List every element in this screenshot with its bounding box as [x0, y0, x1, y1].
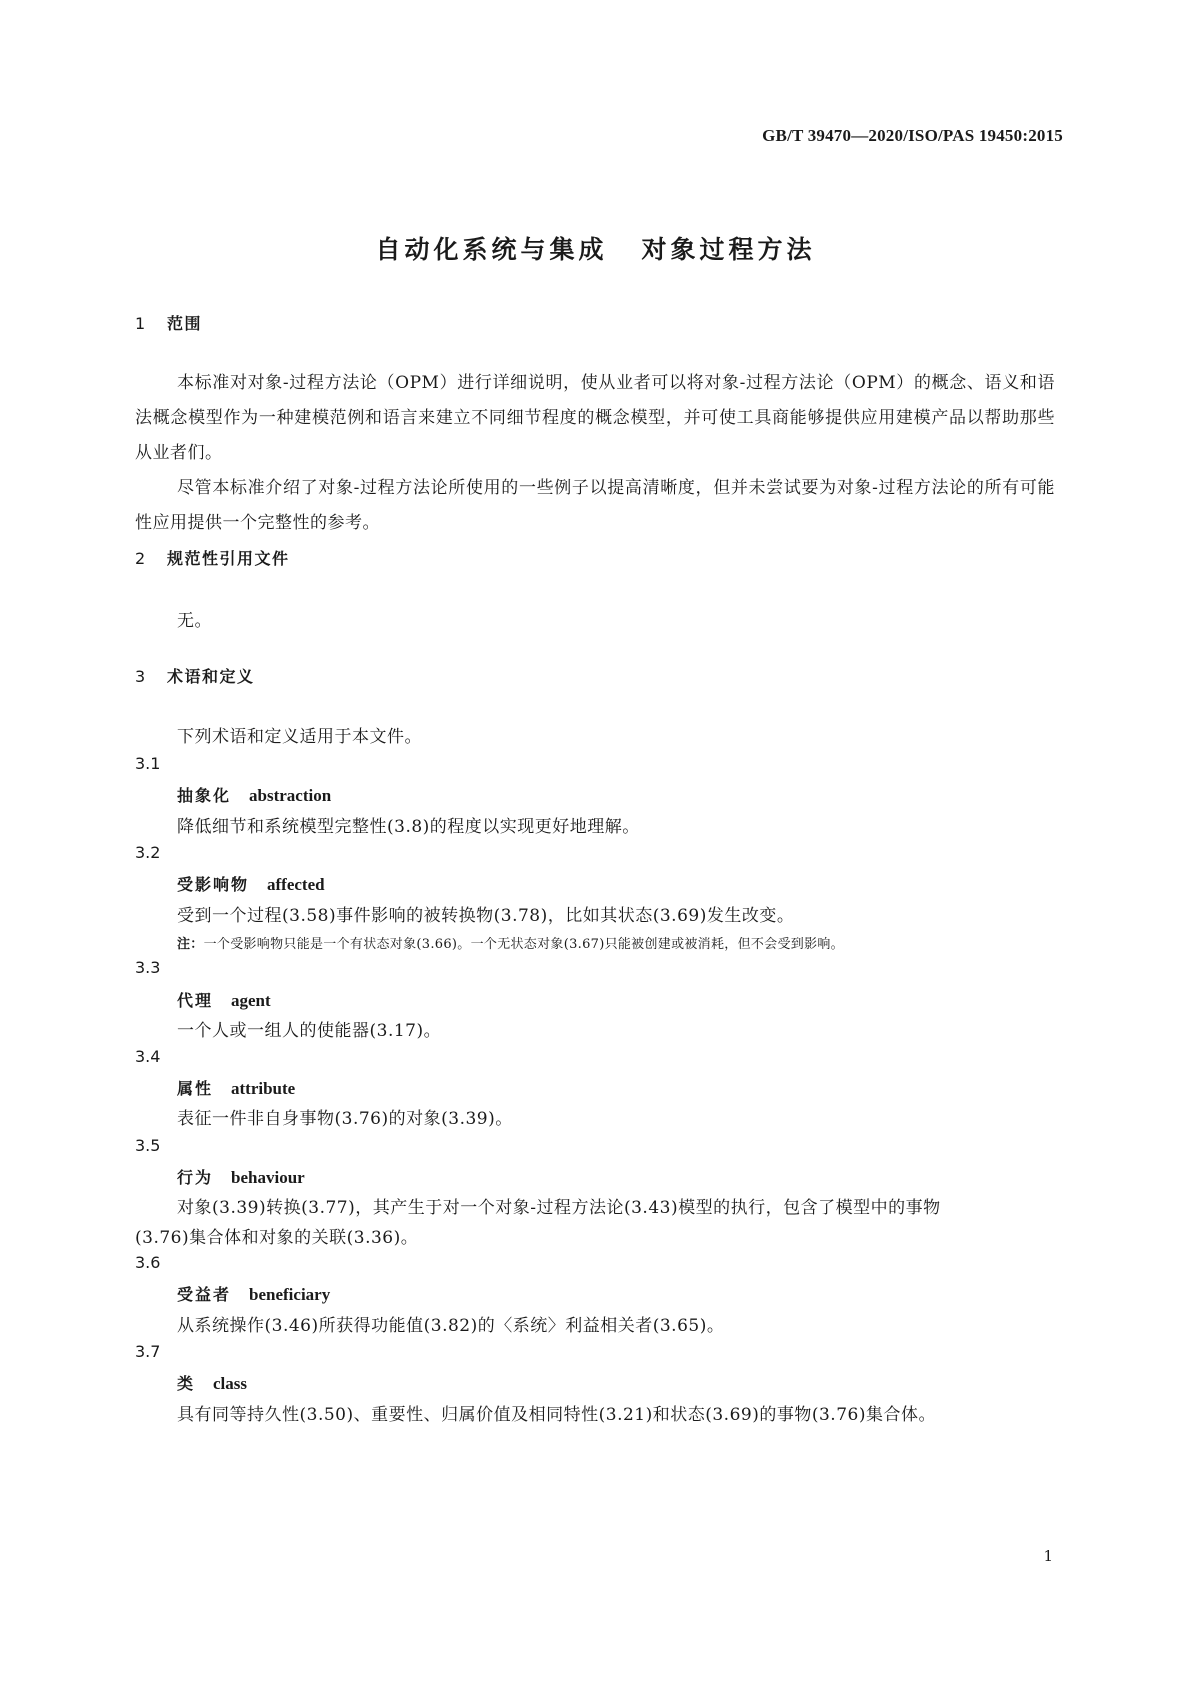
term-name	[177, 1165, 305, 1188]
term-name	[177, 988, 271, 1011]
term-name-en: beneficiary	[249, 1285, 331, 1304]
term-number: 3.6	[135, 1253, 161, 1272]
term-number: 3.4	[135, 1047, 161, 1066]
scope-paragraph-2: 尽管本标准介绍了对象-过程方法论所使用的一些例子以提高清晰度，但并未尝试要为对象-过程方法论的所有可能性应用提供一个完整性的参考。	[135, 478, 1055, 533]
term-name-zh: 属性	[177, 1079, 214, 1098]
title-part1: 自动化系统与集成	[375, 235, 608, 264]
term-name-en: behaviour	[231, 1168, 305, 1187]
term-name-en: class	[213, 1374, 248, 1393]
terms-intro: 下列术语和定义适用于本文件。	[177, 727, 422, 747]
term-name	[177, 1371, 247, 1394]
term-definition: 降低细节和系统模型完整性(3.8)的程度以实现更好地理解。	[177, 817, 640, 837]
term-definition: 具有同等持久性(3.50)、重要性、归属价值及相同特性(3.21)和状态(3.69)的事物(3.76)集合体。	[177, 1405, 936, 1425]
term-name	[177, 783, 331, 806]
term-definition: 一个人或一组人的使能器(3.17)。	[177, 1021, 442, 1041]
standard-number: GB/T 39470—2020/ISO/PAS 19450:2015	[762, 126, 1063, 145]
term-name-zh: 类	[177, 1374, 196, 1393]
term-note	[177, 933, 844, 952]
term-definition: 受到一个过程(3.58)事件影响的被转换物(3.78)，比如其状态(3.69)发生改变。	[177, 906, 795, 926]
section-number: 2	[135, 549, 147, 568]
term-name-en: affected	[267, 875, 325, 894]
term-definition: 从系统操作(3.46)所获得功能值(3.82)的〈系统〉利益相关者(3.65)。	[177, 1316, 725, 1336]
term-name-zh: 代理	[177, 991, 214, 1010]
note-text: 一个受影响物只能是一个有状态对象(3.66)。一个无状态对象(3.67)只能被创建或被消耗，但不会受到影响。	[203, 937, 844, 952]
section-heading-terms	[135, 664, 255, 687]
term-name-en: agent	[231, 991, 271, 1010]
term-name-en: abstraction	[249, 786, 332, 805]
term-name-zh: 受影响物	[177, 875, 250, 894]
section-title: 术语和定义	[167, 667, 255, 686]
term-definition: 表征一件非自身事物(3.76)的对象(3.39)。	[177, 1109, 513, 1129]
document-title	[0, 230, 1191, 266]
section-title: 规范性引用文件	[167, 549, 290, 568]
section-heading-scope	[135, 311, 202, 334]
term-definition-line2: (3.76)集合体和对象的关联(3.36)。	[135, 1228, 419, 1248]
term-number: 3.2	[135, 843, 161, 862]
scope-paragraph-1: 本标准对对象-过程方法论（OPM）进行详细说明，使从业者可以将对象-过程方法论（OPM）的概念、语义和语法概念模型作为一种建模范例和语言来建立不同细节程度的概念模型，并可使工具商能够提供应用建模产品以帮助那些从业者们。	[135, 373, 1055, 463]
section-heading-normative-references	[135, 546, 290, 569]
section-number: 3	[135, 667, 147, 686]
term-name	[177, 872, 325, 895]
section-title: 范围	[167, 314, 203, 333]
note-label: 注：	[177, 937, 204, 952]
title-part2: 对象过程方法	[641, 235, 816, 264]
page-number: 1	[1043, 1547, 1053, 1565]
section-number: 1	[135, 314, 147, 333]
term-name-zh: 抽象化	[177, 786, 232, 805]
normative-references-text: 无。	[177, 611, 212, 631]
term-name	[177, 1282, 330, 1305]
term-definition-line1: 对象(3.39)转换(3.77)，其产生于对一个对象-过程方法论(3.43)模型的执行，包含了模型中的事物	[177, 1198, 941, 1218]
term-name-zh: 行为	[177, 1168, 214, 1187]
term-number: 3.7	[135, 1342, 161, 1361]
term-name-zh: 受益者	[177, 1285, 232, 1304]
term-name-en: attribute	[231, 1079, 296, 1098]
term-number: 3.1	[135, 754, 161, 773]
term-number: 3.5	[135, 1136, 161, 1155]
term-name	[177, 1076, 295, 1099]
term-number: 3.3	[135, 958, 161, 977]
